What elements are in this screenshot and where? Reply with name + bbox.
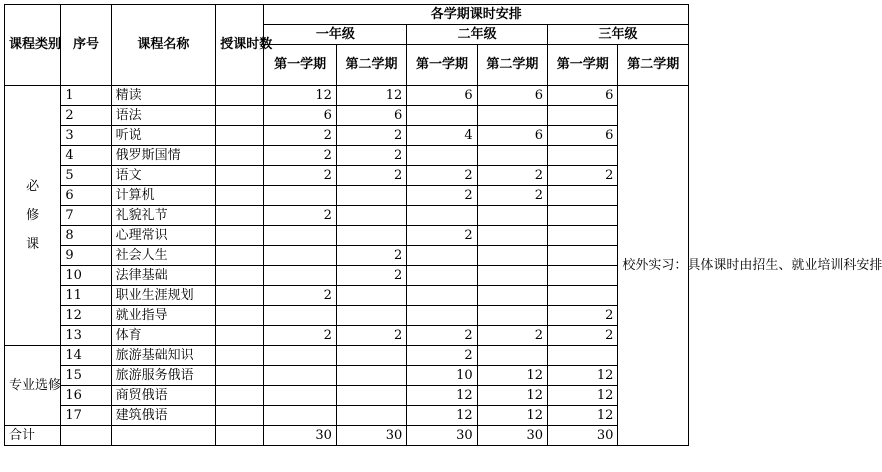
- cell-hours: [216, 366, 264, 386]
- cell-course-name: 听说: [111, 126, 216, 146]
- cell-term-hours: 12: [548, 366, 618, 386]
- cell-term-hours: 6: [548, 86, 618, 106]
- total-empty-cell: [111, 426, 216, 446]
- cell-term-hours: 12: [548, 386, 618, 406]
- cell-term-hours: 2: [336, 326, 406, 346]
- table-row: [5, 126, 689, 146]
- header-year-2: 二年级: [407, 25, 548, 45]
- total-term-hours: 30: [548, 426, 618, 446]
- category-required-char: 课: [26, 237, 40, 252]
- table-row: [5, 206, 689, 226]
- cell-term-hours: [336, 366, 406, 386]
- cell-term-hours: [548, 266, 618, 286]
- cell-term-hours: [336, 406, 406, 426]
- header-category: 课程类别: [5, 5, 61, 86]
- cell-seq: 7: [61, 206, 111, 226]
- total-term-hours: 30: [336, 426, 406, 446]
- cell-term-hours: 12: [477, 406, 547, 426]
- total-row: [5, 426, 689, 446]
- cell-hours: [216, 246, 264, 266]
- cell-hours: [216, 326, 264, 346]
- cell-hours: [216, 206, 264, 226]
- table-row: [5, 246, 689, 266]
- cell-course-name: 建筑俄语: [111, 406, 216, 426]
- cell-term-hours: 12: [477, 386, 547, 406]
- cell-course-name: 职业生涯规划: [111, 286, 216, 306]
- cell-term-hours: [477, 306, 547, 326]
- cell-term-hours: [336, 286, 406, 306]
- cell-term-hours: [477, 106, 547, 126]
- cell-term-hours: [264, 186, 336, 206]
- cell-term-hours: 12: [477, 366, 547, 386]
- cell-course-name: 就业指导: [111, 306, 216, 326]
- cell-term-hours: [548, 286, 618, 306]
- cell-course-name: 旅游服务俄语: [111, 366, 216, 386]
- cell-course-name: 商贸俄语: [111, 386, 216, 406]
- cell-term-hours: [548, 346, 618, 366]
- cell-term-hours: [336, 346, 406, 366]
- cell-term-hours: 12: [407, 406, 477, 426]
- cell-course-name: 俄罗斯国情: [111, 146, 216, 166]
- cell-term-hours: 6: [407, 86, 477, 106]
- category-required-char: 必: [26, 179, 40, 194]
- cell-seq: 14: [61, 346, 111, 366]
- cell-term-hours: [264, 386, 336, 406]
- cell-term-hours: 2: [407, 166, 477, 186]
- cell-term-hours: 2: [548, 166, 618, 186]
- total-term-hours: 30: [477, 426, 547, 446]
- cell-hours: [216, 226, 264, 246]
- cell-term-hours: 6: [477, 126, 547, 146]
- cell-term-hours: [548, 226, 618, 246]
- cell-term-hours: [548, 146, 618, 166]
- table-row: [5, 386, 689, 406]
- cell-course-name: 礼貌礼节: [111, 206, 216, 226]
- cell-course-name: 旅游基础知识: [111, 346, 216, 366]
- cell-term-hours: [548, 206, 618, 226]
- header-term: 第一学期: [548, 45, 618, 86]
- cell-term-hours: [336, 226, 406, 246]
- cell-term-hours: 2: [477, 186, 547, 206]
- cell-term-hours: 12: [264, 86, 336, 106]
- cell-term-hours: [264, 366, 336, 386]
- cell-hours: [216, 146, 264, 166]
- cell-term-hours: [407, 266, 477, 286]
- category-required: [5, 86, 61, 346]
- cell-term-hours: [477, 246, 547, 266]
- cell-seq: 9: [61, 246, 111, 266]
- cell-term-hours: [336, 306, 406, 326]
- cell-term-hours: 12: [336, 86, 406, 106]
- table-row: [5, 366, 689, 386]
- cell-term-hours: 2: [336, 266, 406, 286]
- cell-term-hours: 6: [477, 86, 547, 106]
- table-row: [5, 186, 689, 206]
- cell-term-hours: [264, 266, 336, 286]
- table-row: [5, 166, 689, 186]
- cell-term-hours: 2: [336, 246, 406, 266]
- cell-hours: [216, 286, 264, 306]
- cell-term-hours: 12: [407, 386, 477, 406]
- cell-term-hours: [264, 346, 336, 366]
- course-schedule-table: [4, 4, 882, 446]
- cell-term-hours: 2: [336, 146, 406, 166]
- cell-term-hours: 2: [548, 306, 618, 326]
- cell-term-hours: 2: [264, 326, 336, 346]
- table-row: [5, 226, 689, 246]
- cell-term-hours: [407, 206, 477, 226]
- cell-term-hours: 2: [336, 166, 406, 186]
- header-hours: 授课时数: [216, 5, 264, 86]
- table-body: [5, 86, 882, 446]
- cell-term-hours: 2: [336, 126, 406, 146]
- cell-term-hours: [407, 106, 477, 126]
- cell-term-hours: [548, 246, 618, 266]
- cell-seq: 12: [61, 306, 111, 326]
- cell-term-hours: 2: [477, 166, 547, 186]
- table-row: [5, 266, 689, 286]
- cell-term-hours: 2: [264, 166, 336, 186]
- cell-seq: 2: [61, 106, 111, 126]
- cell-hours: [216, 126, 264, 146]
- header-year-1: 一年级: [264, 25, 407, 45]
- cell-term-hours: 2: [264, 206, 336, 226]
- table-row: [5, 86, 689, 106]
- cell-term-hours: [407, 286, 477, 306]
- total-term-hours: 30: [264, 426, 336, 446]
- header-schedule: 各学期课时安排: [264, 5, 689, 25]
- cell-term-hours: [336, 206, 406, 226]
- cell-seq: 3: [61, 126, 111, 146]
- cell-term-hours: 6: [264, 106, 336, 126]
- cell-hours: [216, 346, 264, 366]
- header-course-name: 课程名称: [111, 5, 216, 86]
- header-seq: 序号: [61, 5, 111, 86]
- cell-course-name: 法律基础: [111, 266, 216, 286]
- cell-term-hours: 2: [548, 326, 618, 346]
- cell-term-hours: [477, 286, 547, 306]
- table-row: [5, 286, 689, 306]
- cell-course-name: 体育: [111, 326, 216, 346]
- cell-term-hours: [477, 266, 547, 286]
- header-term: 第一学期: [407, 45, 477, 86]
- cell-term-hours: [407, 246, 477, 266]
- cell-course-name: 心理常识: [111, 226, 216, 246]
- header-term: 第二学期: [618, 45, 689, 86]
- cell-course-name: 语法: [111, 106, 216, 126]
- cell-term-hours: [477, 226, 547, 246]
- cell-term-hours: [477, 346, 547, 366]
- total-term-hours: 30: [407, 426, 477, 446]
- cell-hours: [216, 106, 264, 126]
- cell-term-hours: [548, 106, 618, 126]
- cell-term-hours: [264, 226, 336, 246]
- cell-hours: [216, 386, 264, 406]
- cell-seq: 16: [61, 386, 111, 406]
- cell-term-hours: 4: [407, 126, 477, 146]
- cell-seq: 10: [61, 266, 111, 286]
- cell-hours: [216, 186, 264, 206]
- cell-term-hours: [477, 206, 547, 226]
- total-empty-cell: [61, 426, 111, 446]
- cell-term-hours: 6: [336, 106, 406, 126]
- cell-term-hours: [336, 186, 406, 206]
- cell-seq: 1: [61, 86, 111, 106]
- cell-hours: [216, 86, 264, 106]
- table-row: [5, 106, 689, 126]
- cell-term-hours: 2: [477, 326, 547, 346]
- cell-term-hours: 2: [264, 146, 336, 166]
- cell-term-hours: [407, 146, 477, 166]
- cell-hours: [216, 166, 264, 186]
- cell-term-hours: 2: [407, 326, 477, 346]
- cell-term-hours: 2: [407, 186, 477, 206]
- cell-term-hours: [264, 406, 336, 426]
- table-row: [5, 326, 689, 346]
- internship-note: 校外实习：具体课时由招生、就业培训科安排: [618, 86, 689, 446]
- category-required-char: 修: [26, 208, 40, 223]
- table-row: [5, 146, 689, 166]
- cell-seq: 6: [61, 186, 111, 206]
- total-empty-cell: [216, 426, 264, 446]
- cell-term-hours: [264, 246, 336, 266]
- cell-seq: 15: [61, 366, 111, 386]
- cell-hours: [216, 306, 264, 326]
- cell-seq: 11: [61, 286, 111, 306]
- total-label: 合计: [5, 426, 61, 446]
- cell-term-hours: 6: [548, 126, 618, 146]
- cell-seq: 5: [61, 166, 111, 186]
- cell-course-name: 精读: [111, 86, 216, 106]
- header-term: 第二学期: [336, 45, 406, 86]
- cell-seq: 8: [61, 226, 111, 246]
- header-year-3: 三年级: [548, 25, 689, 45]
- cell-hours: [216, 406, 264, 426]
- table-row: [5, 346, 689, 366]
- cell-hours: [216, 266, 264, 286]
- cell-term-hours: 2: [407, 226, 477, 246]
- cell-seq: 17: [61, 406, 111, 426]
- cell-course-name: 语文: [111, 166, 216, 186]
- cell-term-hours: [264, 306, 336, 326]
- cell-course-name: 社会人生: [111, 246, 216, 266]
- cell-term-hours: [336, 386, 406, 406]
- header-term: 第一学期: [264, 45, 336, 86]
- cell-term-hours: 2: [264, 286, 336, 306]
- cell-term-hours: [407, 306, 477, 326]
- category-elective: 专业选修: [5, 346, 61, 426]
- cell-term-hours: 10: [407, 366, 477, 386]
- cell-term-hours: 12: [548, 406, 618, 426]
- cell-term-hours: 2: [264, 126, 336, 146]
- cell-term-hours: [548, 186, 618, 206]
- table-row: [5, 406, 689, 426]
- header-term: 第二学期: [477, 45, 547, 86]
- table-row: [5, 306, 689, 326]
- cell-course-name: 计算机: [111, 186, 216, 206]
- cell-term-hours: 2: [407, 346, 477, 366]
- cell-seq: 4: [61, 146, 111, 166]
- cell-seq: 13: [61, 326, 111, 346]
- cell-term-hours: [477, 146, 547, 166]
